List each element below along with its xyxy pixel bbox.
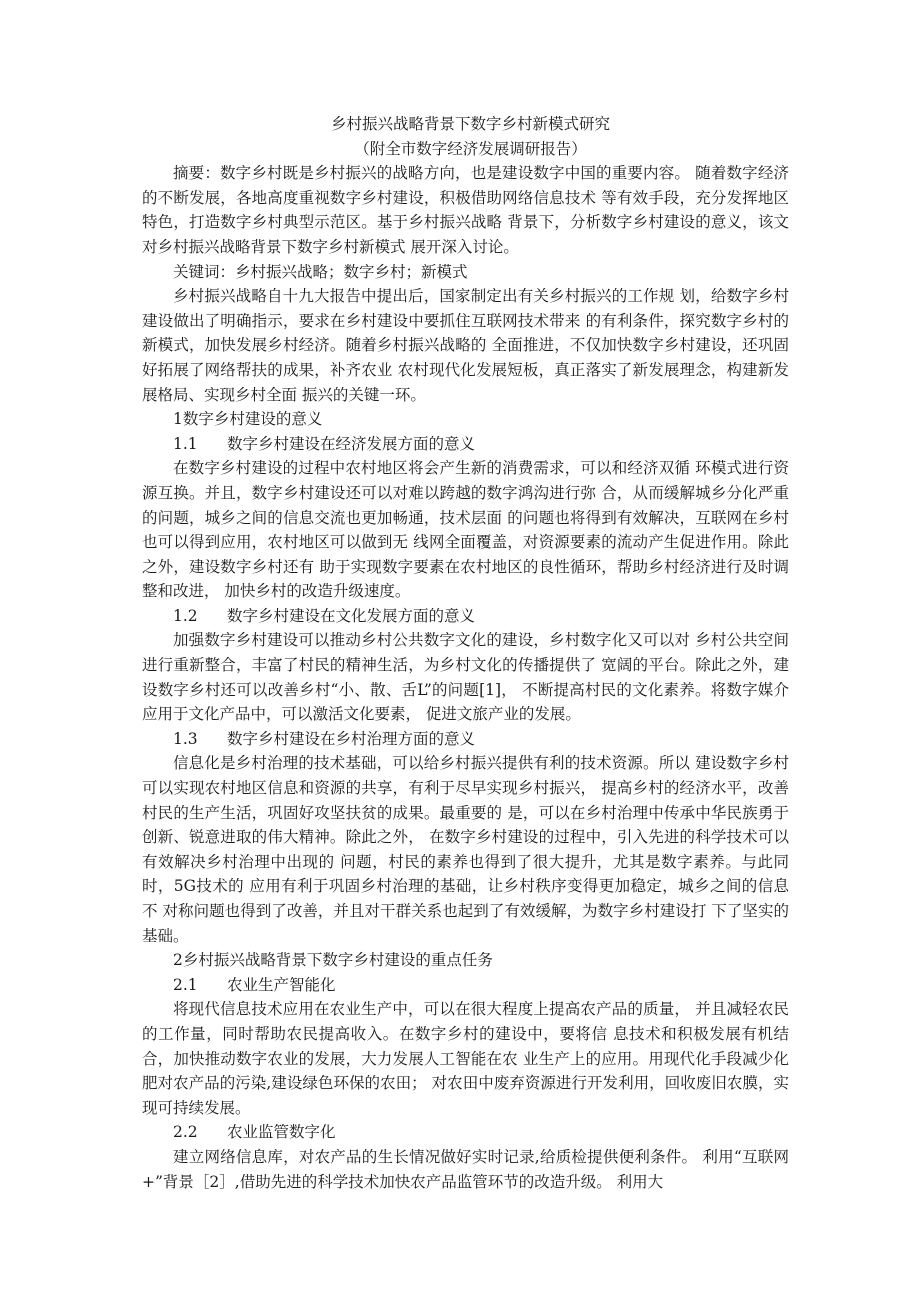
section-number: 1.2: [173, 606, 198, 625]
section-2-2-heading: [142, 1120, 789, 1145]
section-title: 数字乡村建设在文化发展方面的意义: [227, 606, 476, 625]
intro-paragraph: 乡村振兴战略自十九大报告中提出后，国家制定出有关乡村振兴的工作规 划，给数字乡村建设做出了明确指示，要求在乡村建设中要抓住互联网技术带来 的有利条件，探究数字乡村的新模式，加快发展乡村经济。随着乡村振兴战略的 全面推进，不仅加快数字乡村建设，还巩固好拓展了网络帮扶的成果，补齐农业 农村现代化发展短板，真正落实了新发展理念，构建新发展格局、实现乡村全面 振兴的关键一环。: [142, 287, 789, 404]
section-number: 2.2: [173, 1123, 198, 1142]
section-1-2-heading: [142, 604, 789, 629]
section-2-2-paragraph: 建立网络信息库，对农产品的生长情况做好实时记录,给质检提供便利条件。 利用“互联网+”背景［2］,借助先进的科学技术加快农产品监管环节的改造升级。 利用大: [142, 1147, 789, 1191]
document-subtitle: （附全市数字经济发展调研报告）: [354, 139, 587, 158]
section-title: 农业监管数字化: [227, 1123, 336, 1142]
abstract-paragraph: 摘要：数字乡村既是乡村振兴的战略方向，也是建设数字中国的重要内容。 随着数字经济的不断发展，各地高度重视数字乡村建设，积极借助网络信息技术 等有效手段，充分发挥地区特色，打造数字乡村典型示范区。基于乡村振兴战略 背景下，分析数字乡村建设的意义，该文对乡村振兴战略背景下数字乡村新模式 展开深入讨论。: [142, 164, 789, 256]
section-1-2-paragraph: 加强数字乡村建设可以推动乡村公共数字文化的建设，乡村数字化又可以对 乡村公共空间进行重新整合，丰富了村民的精神生活，为乡村文化的传播提供了 宽阔的平台。除此之外，建设数字乡村还可以改善乡村“小、散、舌L”的问题[1]， 不断提高村民的文化素养。将数字媒介应用于文化产品中，可以激活文化要素， 促进文旅产业的发展。: [142, 631, 789, 724]
keywords-line: 关键词：乡村振兴战略；数字乡村；新模式: [173, 262, 468, 281]
section-title: 数字乡村建设在经济发展方面的意义: [227, 434, 476, 453]
section-2-heading: 2乡村振兴战略背景下数字乡村建设的重点任务: [173, 951, 493, 970]
section-1-1-heading: [142, 432, 789, 457]
section-number: 1.1: [173, 434, 198, 453]
section-title: 农业生产智能化: [227, 975, 336, 994]
section-number: 1.3: [173, 729, 198, 748]
section-1-3-heading: [142, 727, 789, 752]
section-number: 2.1: [173, 975, 198, 994]
section-2-1-paragraph: 将现代信息技术应用在农业生产中，可以在很大程度上提高农产品的质量， 并且减轻农民的工作量，同时帮助农民提高收入。在数字乡村的建设中，要将信 息技术和积极发展有机结合，加快推动数字农业的发展，大力发展人工智能在农 业生产上的应用。用现代化手段减少化肥对农产品的污染,建设绿色环保的农田； 对农田中废弃资源进行开发利用，回收废旧农膜，实现可持续发展。: [142, 1000, 789, 1117]
section-1-1-paragraph: 在数字乡村建设的过程中农村地区将会产生新的消费需求，可以和经济双循 环模式进行资源互换。并且，数字乡村建设还可以对难以跨越的数字鸿沟进行弥 合，从而缓解城乡分化严重的问题，城乡之间的信息交流也更加畅通，技术层面 的问题也将得到有效解决，互联网在乡村也可以得到应用，农村地区可以做到无 线网全面覆盖，对资源要素的流动产生促进作用。除此之外，建设数字乡村还有 助于实现数字要素在农村地区的良性循环，帮助乡村经济进行及时调整和改进， 加快乡村的改造升级速度。: [142, 459, 789, 601]
document-title: 乡村振兴战略背景下数字乡村新模式研究: [330, 115, 610, 133]
document-body: [142, 112, 789, 1194]
section-2-1-heading: [142, 973, 789, 998]
section-1-3-paragraph: 信息化是乡村治理的技术基础，可以给乡村振兴提供有利的技术资源。所以 建设数字乡村可以实现农村地区信息和资源的共享，有利于尽早实现乡村振兴， 提高乡村的经济水平，改善村民的生产生活，巩固好攻坚扶贫的成果。最重要的 是，可以在乡村治理中传承中华民族勇于创新、锐意进取的伟大精神。除此之外， 在数字乡村建设的过程中，引入先进的科学技术可以有效解决乡村治理中出现的 问题，村民的素养也得到了很大提升，尤其是数字素养。与此同时，5G技术的 应用有利于巩固乡村治理的基础，让乡村秩序变得更加稳定，城乡之间的信息不 对称问题也得到了改善，并且对干群关系也起到了有效缓解，为数字乡村建设打 下了坚实的基础。: [142, 754, 789, 945]
section-1-heading: 1数字乡村建设的意义: [173, 410, 323, 429]
section-title: 数字乡村建设在乡村治理方面的意义: [227, 729, 476, 748]
